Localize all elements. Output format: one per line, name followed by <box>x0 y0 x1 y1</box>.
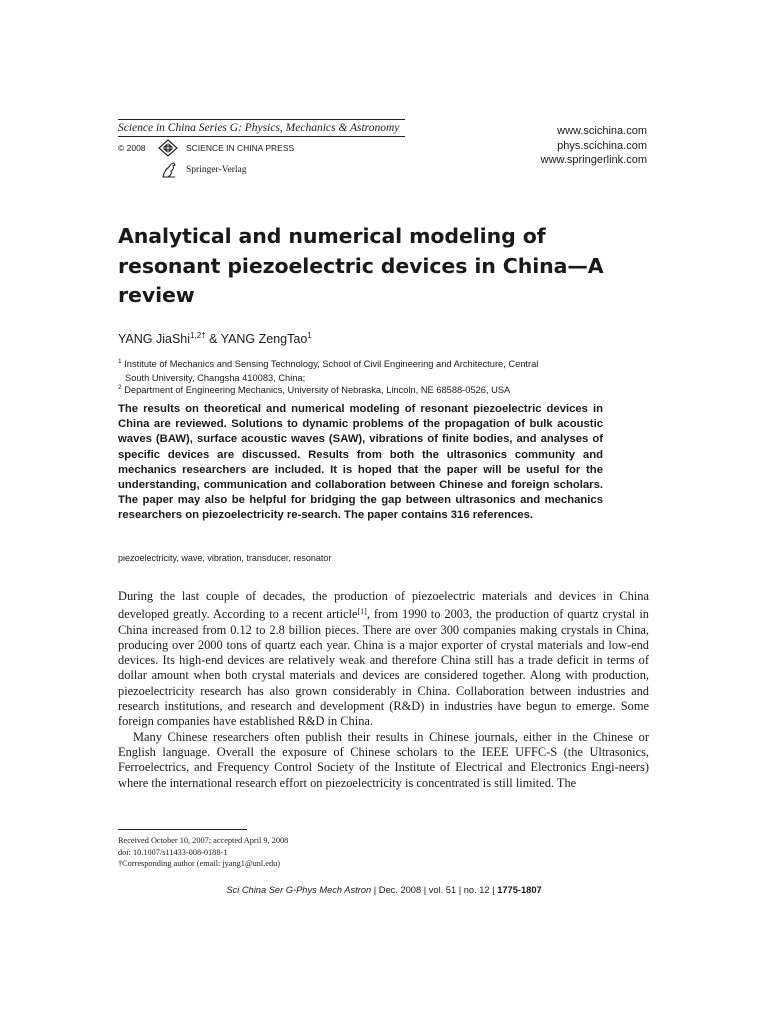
affiliation-2 <box>118 381 608 398</box>
author-2: YANG ZengTao <box>220 332 308 346</box>
citation-issue: no. 12 <box>463 885 490 895</box>
author-1-affiliation: 1,2† <box>190 331 206 340</box>
publisher-name: Springer-Verlag <box>186 165 247 175</box>
author-1: YANG JiaShi <box>118 332 191 346</box>
journal-urls <box>541 124 647 168</box>
science-press-logo-icon <box>158 139 178 157</box>
url-scichina[interactable]: www.scichina.com <box>557 125 647 137</box>
article-title: Analytical and numerical modeling of resonant piezoelectric devices in China—A review <box>118 224 604 307</box>
copyright-year: © 2008 <box>118 143 146 153</box>
citation-pages: 1775-1807 <box>497 885 542 895</box>
url-springerlink[interactable]: www.springerlink.com <box>540 154 647 166</box>
received-dates: Received October 10, 2007; accepted April 9, 2008 <box>118 836 289 845</box>
journal-series-title: Science in China Series G: Physics, Mechanics & Astronomy <box>118 119 405 137</box>
footnote-divider <box>118 829 247 830</box>
author-line <box>118 331 312 346</box>
author-2-affiliation: 1 <box>307 331 312 340</box>
affiliation-1-line-2: South University, Changsha 410083, China; <box>125 372 306 383</box>
affiliation-1-line-1: Institute of Mechanics and Sensing Technology, School of Civil Engineering and Architecture, Central <box>124 359 539 369</box>
citation-date: Dec. 2008 <box>378 885 422 895</box>
citation-volume: vol. 51 <box>428 885 457 895</box>
citation-line: Sci China Ser G-Phys Mech Astron | Dec. 2008 | vol. 51 | no. 12 | 1775-1807 <box>226 885 542 895</box>
citation-journal: Sci China Ser G-Phys Mech Astron <box>226 885 372 895</box>
url-phys-scichina[interactable]: phys.scichina.com <box>557 139 647 152</box>
doi: doi: 10.1007/s11433-008-0188-1 <box>118 847 228 857</box>
springer-horse-logo-icon <box>160 161 178 179</box>
press-name: SCIENCE IN CHINA PRESS <box>186 143 295 153</box>
affiliation-2-number: 2 <box>118 384 122 391</box>
corresponding-author: †Corresponding author (email: jyang1@unl.edu) <box>118 859 281 868</box>
affiliation-2-line-1: Department of Engineering Mechanics, University of Nebraska, Lincoln, NE 68588-0526, USA <box>124 385 511 395</box>
paragraph-2: Many Chinese researchers often publish their results in Chinese journals, either in the Chinese or English language. Overall the exposure of Chinese scholars to the IEEE UFFC-S (the Ultrasonics, Ferroelectrics, and Frequency Control Society of the Institute of Electrical and Electronics Engi-neers) where the international research effort on piezoelectricity is concentrated is still limited. The <box>118 729 649 790</box>
affiliation-1-number: 1 <box>118 358 122 365</box>
abstract: The results on theoretical and numerical modeling of resonant piezoelectric devices in China are reviewed. Solutions to dynamic problems of the propagation of bulk acoustic waves (BAW), surface acoustic waves (SAW), vibrations of finite bodies, and analyses of specific devices are discussed. Results from both the ultrasonics community and mechanics researchers are included. It is hoped that the paper will be useful for the understanding, communication and collaboration between Chinese and foreign scholars. The paper may also be helpful for bridging the gap between ultrasonics and mechanics researchers on piezoelectricity re-search. The paper contains 316 references. <box>118 403 603 522</box>
paragraph-1: During the last couple of decades, the production of piezoelectric materials and devices in China developed greatly. According to a recent article[1], from 1990 to 2003, the production of quartz crystal in China increased from 0.12 to 2.8 billion pieces. There are over 300 companies making crystals in China, producing over 2000 tons of quartz each year. China is a major exporter of crystal materials and low-end devices. Its high-end devices are relatively weak and therefore China still has a trade deficit in terms of dollar amount when both crystal materials and devices are considered together. Along with production, piezoelectricity research has also grown considerably in China. Collaboration between industries and research institutions, and research and development (R&D) in industries have begun to emerge. Some foreign companies have established R&D in China. <box>118 589 649 729</box>
reference-1-link[interactable]: [1] <box>357 607 367 617</box>
keywords: piezoelectricity, wave, vibration, transducer, resonator <box>118 553 332 563</box>
author-separator: & <box>205 332 221 346</box>
body-text <box>118 589 649 791</box>
footnotes <box>118 835 288 870</box>
